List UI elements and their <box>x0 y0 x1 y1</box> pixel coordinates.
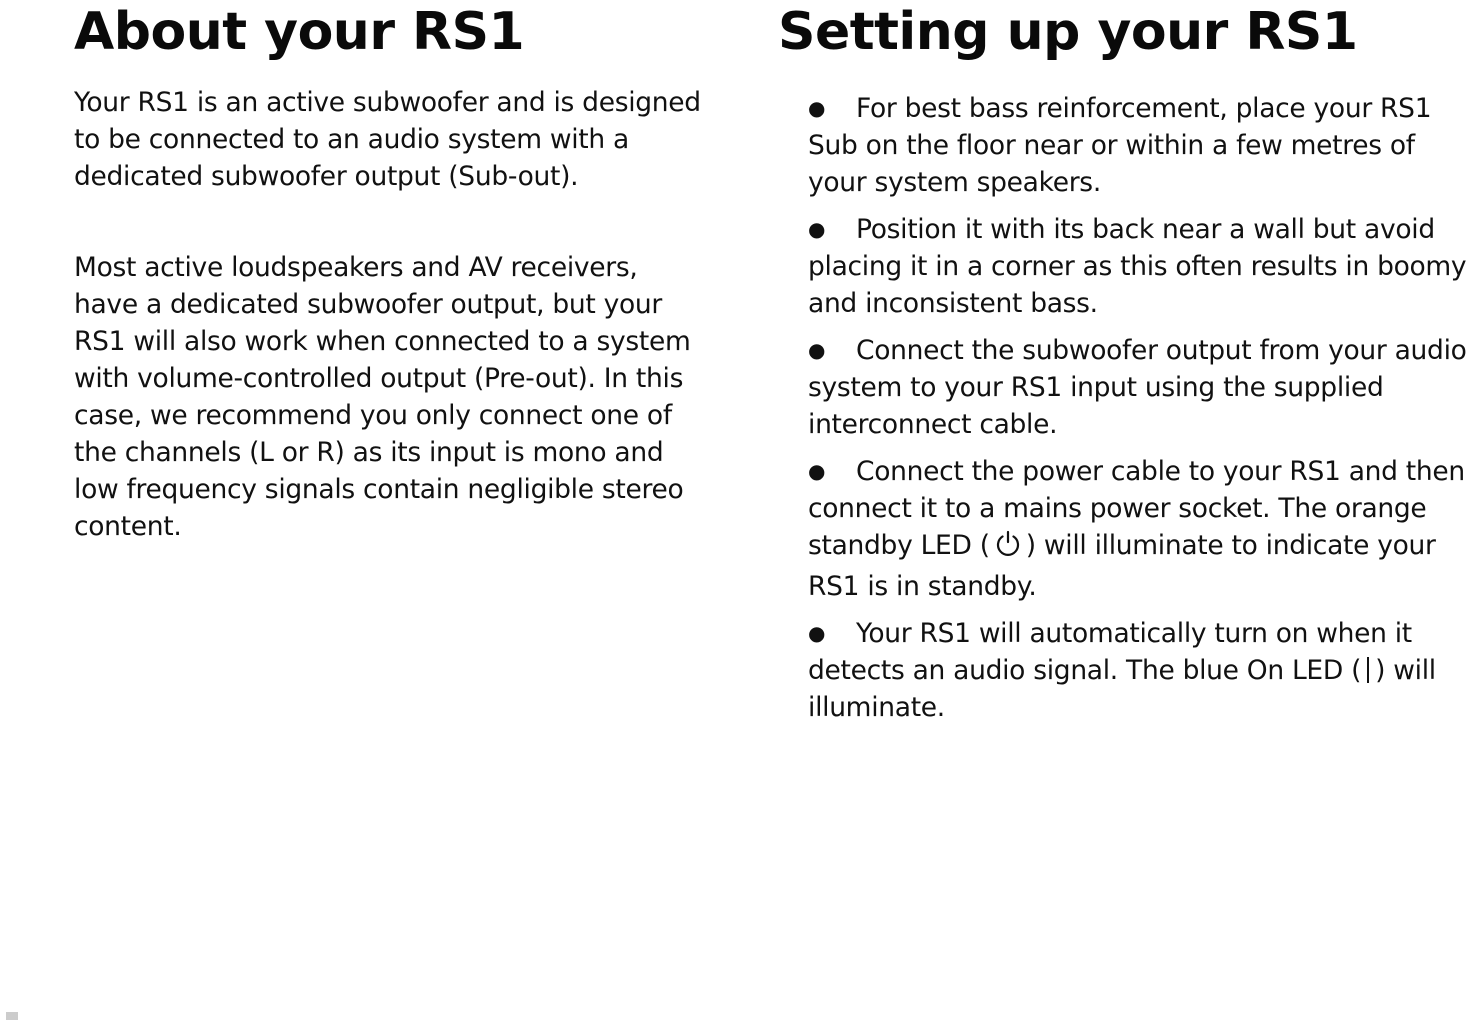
setup-step-text: ) will illuminate to indicate your RS1 is in standby. <box>808 530 1436 602</box>
setup-step-3 <box>808 332 1468 443</box>
bullet-icon: ● <box>808 217 826 241</box>
setup-step-text: For best bass reinforcement, place your RS1 Sub on the floor near or within a few metres of your system speakers. <box>808 93 1432 198</box>
corner-mark <box>6 1012 18 1020</box>
setup-step-text: Connect the power cable to your RS1 and then connect it to a mains power socket. The orange standby LED ( <box>808 456 1465 561</box>
setup-step-5 <box>808 615 1468 726</box>
setup-step-text: ) will illuminate. <box>808 655 1436 723</box>
about-section <box>74 0 744 545</box>
setup-steps-list <box>808 90 1468 726</box>
setup-step-1 <box>808 90 1468 201</box>
bullet-icon: ● <box>808 459 826 483</box>
setup-step-text: Connect the subwoofer output from your audio system to your RS1 input using the supplied interconnect cable. <box>808 335 1467 440</box>
setup-title: Setting up your RS1 <box>778 2 1358 62</box>
bullet-icon: ● <box>808 338 826 362</box>
setup-section <box>778 0 1468 736</box>
bullet-icon: ● <box>808 621 826 645</box>
bullet-icon: ● <box>808 96 826 120</box>
setup-step-text: Your RS1 will automatically turn on when it detects an audio signal. The blue On LED ( <box>808 618 1412 686</box>
on-bar-icon <box>1367 657 1369 683</box>
setup-step-4 <box>808 453 1468 605</box>
setup-step-text: Position it with its back near a wall but avoid placing it in a corner as this often results in boomy and inconsistent bass. <box>808 214 1467 319</box>
about-paragraph-2: Most active loudspeakers and AV receivers, have a dedicated subwoofer output, but your RS1 will also work when connected to a system with volume-controlled output (Pre-out). In this case, we recommend you only connect one of the channels (L or R) as its input is mono and low frequency signals contain negligible stereo content. <box>74 252 691 542</box>
setup-step-2 <box>808 211 1468 322</box>
about-paragraph-1: Your RS1 is an active subwoofer and is designed to be connected to an audio system with a dedicated subwoofer output (Sub-out). <box>74 87 701 192</box>
about-title: About your RS1 <box>74 2 525 62</box>
power-icon <box>994 530 1022 568</box>
